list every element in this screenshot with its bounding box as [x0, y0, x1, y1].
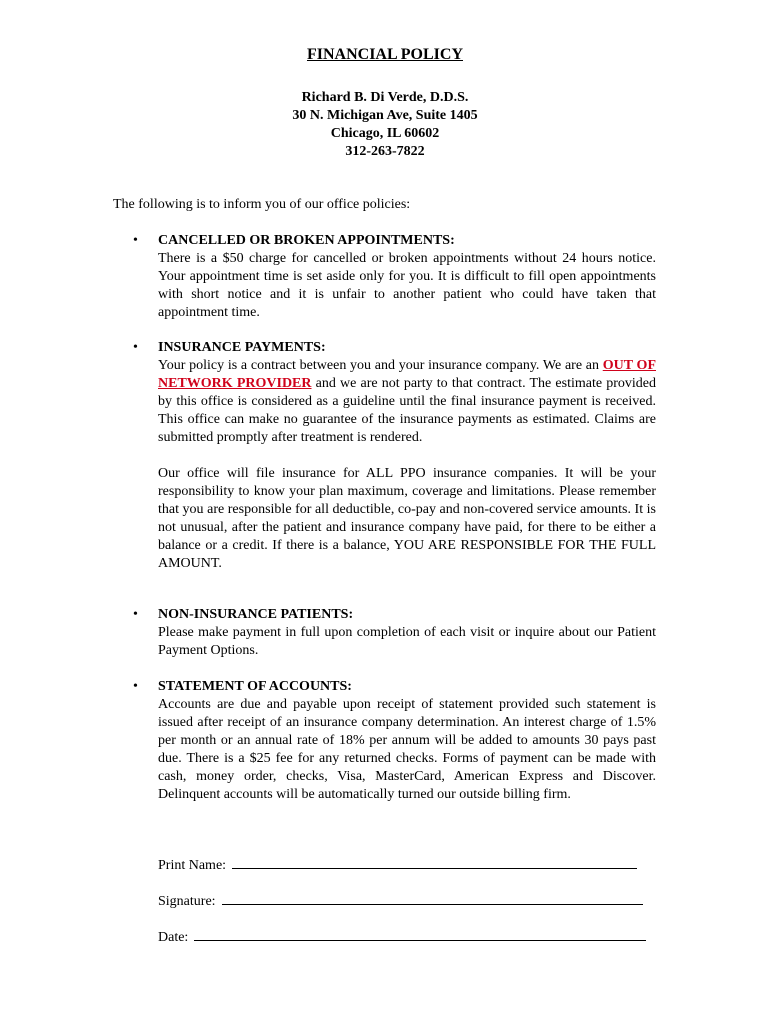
section-insurance-payments [133, 339, 656, 573]
practice-header [0, 89, 770, 161]
section-heading: INSURANCE PAYMENTS: [158, 340, 326, 355]
section-cancelled-appointments [133, 232, 656, 322]
practice-name: Richard B. Di Verde, D.D.S. [301, 90, 469, 105]
signature-label: Signature: [158, 894, 216, 909]
text-after-highlight: and we are not party to that contract. The estimate provided by this office is considered as a guideline until the final insurance payment is received. This office can make no guarantee of the insurance payments as estimated. Claims are submitted promptly after treatment is rendered. [158, 376, 656, 445]
out-of-network-highlight: OUT OF NETWORK PROVIDER [158, 358, 656, 391]
bullet-icon: • [133, 340, 138, 355]
section-non-insurance-patients [133, 606, 656, 660]
document-title: FINANCIAL POLICY [306, 46, 463, 63]
section-text-secondary: Our office will file insurance for ALL PPO insurance companies. It will be your responsibility to know your plan maximum, coverage and limitations. Please remember that you are responsible for all deductible, co-pay and non-covered service amounts. It is not unusual, after the patient and insurance company have paid, for there to be either a balance or a credit. If there is a balance, YOU ARE RESPONSIBLE FOR THE FULL AMOUNT. [158, 466, 656, 571]
date-field [158, 928, 646, 947]
section-heading: NON-INSURANCE PATIENTS: [158, 607, 354, 622]
print-name-label: Print Name: [158, 858, 227, 873]
date-label: Date: [158, 930, 189, 945]
bullet-icon: • [133, 607, 138, 622]
practice-city: Chicago, IL 60602 [330, 126, 440, 141]
section-text: Accounts are due and payable upon receipt of statement provided such statement is issued after receipt of an insurance company determination. An interest charge of 1.5% per month or an annual rate of 18% per annum will be added to amounts 30 pays past due. There is a $25 fee for any returned checks. Forms of payment can be made with cash, money order, checks, Visa, MasterCard, American Express and Discover. Delinquent accounts will be automatically turned our outside billing firm. [158, 697, 656, 802]
section-text: Please make payment in full upon completion of each visit or inquire about our Patient Payment Options. [158, 625, 656, 658]
print-name-line[interactable] [232, 856, 637, 869]
text-before-highlight: Your policy is a contract between you and your insurance company. We are an [158, 358, 603, 373]
print-name-field [158, 856, 637, 875]
section-heading: CANCELLED OR BROKEN APPOINTMENTS: [158, 233, 455, 248]
intro-text: The following is to inform you of our office policies: [113, 197, 411, 212]
section-heading: STATEMENT OF ACCOUNTS: [158, 679, 352, 694]
practice-phone: 312-263-7822 [345, 144, 425, 159]
date-line[interactable] [194, 928, 646, 941]
bullet-icon: • [133, 679, 138, 694]
section-statement-of-accounts [133, 678, 656, 804]
signature-field [158, 892, 643, 911]
section-text [158, 357, 656, 447]
signature-line[interactable] [222, 892, 643, 905]
practice-address: 30 N. Michigan Ave, Suite 1405 [292, 108, 478, 123]
bullet-icon: • [133, 233, 138, 248]
section-text: There is a $50 charge for cancelled or broken appointments without 24 hours notice. Your appointment time is set aside only for you. It is difficult to fill open appointments with short notice and it is unfair to another patient who could have taken that appointment time. [158, 251, 656, 320]
